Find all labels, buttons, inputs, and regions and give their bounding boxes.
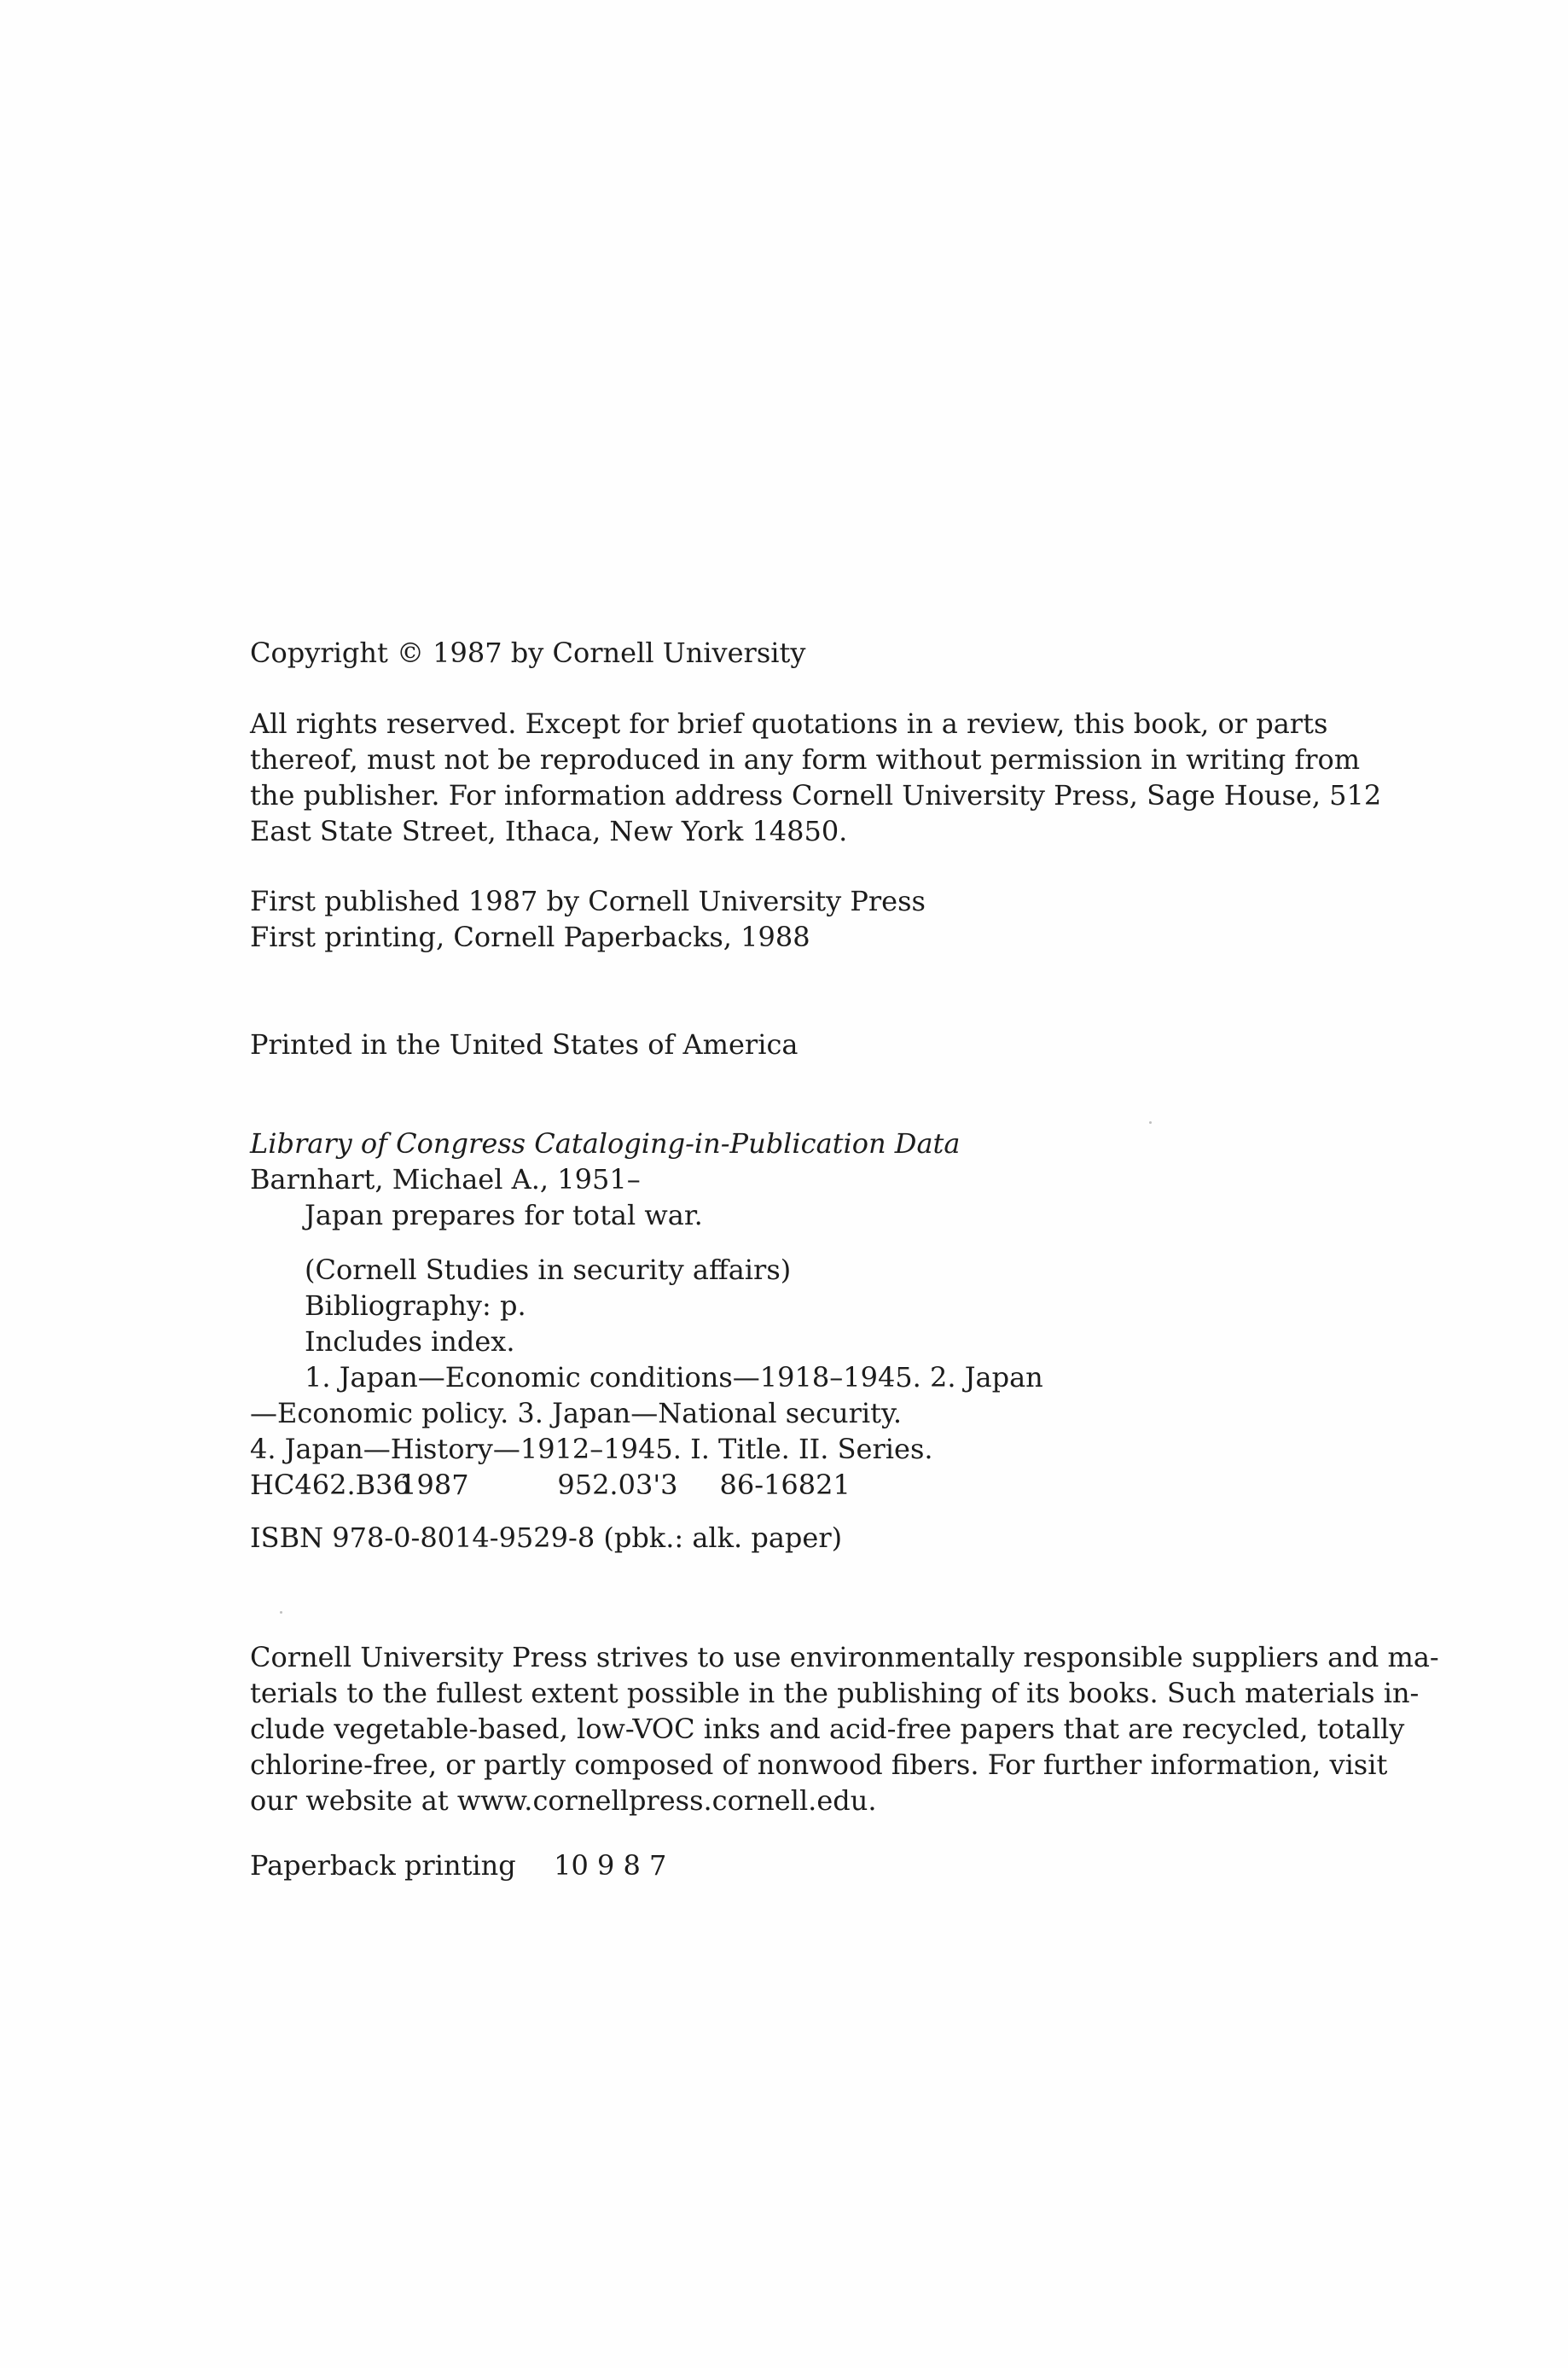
cip-subject-line: —Economic policy. 3. Japan—National security.: [250, 1397, 902, 1429]
rights-block: [250, 706, 1382, 849]
publication-year: 1987: [399, 1469, 469, 1501]
printing-line: [250, 1847, 1350, 1883]
printing-numbers: 10 9 8 7: [554, 1849, 667, 1882]
call-number: HC462.B36: [250, 1469, 410, 1501]
isbn: ISBN 978-0-8014-9529-8 (pbk.: alk. paper): [250, 1521, 843, 1554]
printed-block: [250, 1027, 1350, 1062]
environment-line: our website at www.cornellpress.cornell.edu.: [250, 1784, 877, 1817]
environment-line: terials to the fullest extent possible in the publishing of its books. Such materials in-: [250, 1677, 1420, 1709]
dewey-number: 952.03'3: [557, 1469, 678, 1501]
copyright-block: [250, 635, 1350, 671]
printing-block: [250, 1847, 1350, 1883]
cip-classification-row: [250, 1467, 1350, 1503]
cip-author: Barnhart, Michael A., 1951–: [250, 1163, 641, 1196]
rights-line: All rights reserved. Except for brief quotations in a review, this book, or parts: [250, 707, 1328, 740]
rights-line: East State Street, Ithaca, New York 14850.: [250, 815, 848, 847]
cip-subject-line: 1. Japan—Economic conditions—1918–1945. 2. Japan: [305, 1361, 1043, 1393]
environment-line: clude vegetable-based, low-VOC inks and acid-free papers that are recycled, totally: [250, 1713, 1405, 1745]
cip-block: [250, 1126, 1350, 1556]
lccn-number: 86-16821: [719, 1469, 851, 1501]
cip-series: (Cornell Studies in security affairs): [305, 1254, 792, 1286]
environment-block: [250, 1639, 1439, 1818]
cip-heading: Library of Congress Cataloging-in-Publication Data: [250, 1127, 961, 1160]
environment-line: chlorine-free, or partly composed of nonwood fibers. For further information, visit: [250, 1748, 1388, 1781]
printing-label: Paperback printing: [250, 1849, 516, 1882]
first-published: First published 1987 by Cornell University Press: [250, 885, 926, 917]
first-printing: First printing, Cornell Paperbacks, 1988: [250, 921, 810, 953]
copyright-line: Copyright © 1987 by Cornell University: [250, 637, 806, 669]
paper-speck: [280, 1611, 282, 1614]
cip-index: Includes index.: [305, 1325, 515, 1358]
rights-line: the publisher. For information address Cornell University Press, Sage House, 512: [250, 779, 1382, 812]
cip-title: Japan prepares for total war.: [305, 1199, 703, 1231]
cip-subject-line: 4. Japan—History—1912–1945. I. Title. II. Series.: [250, 1433, 933, 1465]
cip-bibliography: Bibliography: p.: [305, 1289, 526, 1322]
publication-block: [250, 883, 1350, 955]
environment-line: Cornell University Press strives to use environmentally responsible suppliers and ma-: [250, 1641, 1439, 1673]
paper-speck: [1149, 1121, 1152, 1124]
printed-line: Printed in the United States of America: [250, 1028, 799, 1061]
rights-line: thereof, must not be reproduced in any form without permission in writing from: [250, 743, 1361, 776]
